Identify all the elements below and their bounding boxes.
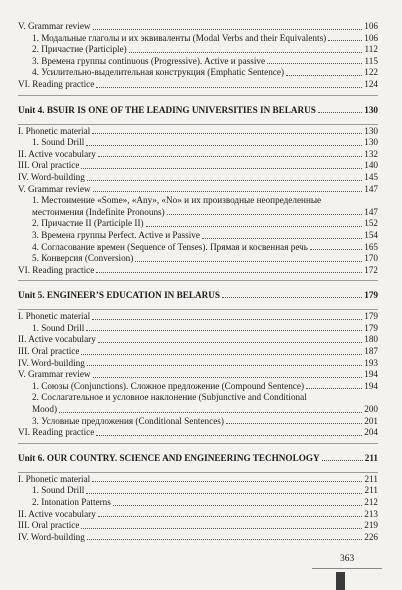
leader-dots: [96, 434, 362, 436]
divider: [18, 95, 378, 96]
toc-entry-text: 5. Конверсия (Conversion): [32, 253, 134, 264]
leader-dots: [226, 422, 362, 424]
unit-6-title: Unit 6. OUR COUNTRY. SCIENCE AND ENGINEERING TECHNOLOGY: [18, 452, 320, 463]
toc-entry-page: 122: [364, 67, 378, 78]
toc-entry-text: V. Grammar review: [18, 21, 91, 31]
toc-entry-page: 193: [364, 357, 378, 368]
toc-entry-page: 219: [364, 520, 378, 531]
leader-dots: [202, 237, 362, 239]
toc-entry: [18, 33, 378, 45]
unit-4-entries: [18, 126, 378, 196]
leader-dots: [86, 329, 362, 331]
toc-entry-text: 1. Sound Drill: [32, 137, 85, 148]
toc-entry-text: 1. Sound Drill: [32, 485, 85, 496]
toc-entry-text: II. Active vocabulary: [18, 508, 96, 519]
toc-entry: [18, 230, 378, 242]
toc-entry: [18, 149, 378, 161]
toc-entry-text: 4. Согласование времен (Sequence of Tenses). Прямая и косвенная речь: [32, 241, 308, 252]
toc-entry-page: 145: [364, 171, 378, 182]
unit-6-heading: [18, 452, 378, 468]
toc-entry-wrapped: [18, 392, 378, 415]
toc-entry-text: II. Active vocabulary: [18, 334, 96, 345]
toc-entry-text: 1. Союзы (Conjunctions). Сложное предложение (Compound Sentence): [32, 380, 305, 391]
toc-entry: [18, 381, 378, 393]
toc-entry: [18, 126, 378, 138]
toc-entry-page: 211: [364, 485, 378, 496]
toc-entry-page: 200: [364, 404, 378, 415]
toc-entry-text: I. Phonetic material: [18, 473, 91, 484]
toc-entry-text: V. Grammar review: [18, 183, 91, 194]
toc-entry: [18, 56, 378, 68]
toc-entry: [18, 334, 378, 346]
page-number: 363: [340, 554, 355, 564]
toc-entry: [18, 242, 378, 254]
toc-entry: [18, 497, 378, 509]
toc-entry: [18, 346, 378, 358]
divider: [18, 280, 378, 281]
toc-entry: [18, 160, 378, 172]
toc-entry-page: 201: [364, 415, 378, 426]
leader-dots: [87, 179, 362, 181]
toc-entry-page: 180: [364, 334, 378, 345]
leader-dots: [96, 271, 362, 273]
toc-entry-page: 152: [364, 218, 378, 229]
toc-entry-page: 226: [364, 531, 378, 542]
toc-entry-page: 147: [364, 183, 378, 194]
leader-dots: [286, 74, 362, 76]
unit-5-page: 179: [364, 290, 378, 301]
toc-entry-page: 132: [364, 148, 378, 159]
leader-dots: [98, 155, 362, 157]
toc-entry-page: 165: [364, 241, 378, 252]
unit-5-title: Unit 5. ENGINEER’S EDUCATION IN BELARUS: [18, 290, 220, 301]
toc-entry-text: местоимения (Indefinite Pronouns): [32, 206, 165, 217]
toc-entry-page: 187: [364, 346, 378, 357]
leader-dots: [310, 248, 362, 250]
toc-entry-page: 106: [364, 21, 378, 31]
toc-entry-text: III. Oral practice: [18, 160, 80, 171]
leader-dots: [96, 86, 362, 88]
leader-dots: [267, 62, 362, 64]
unit-5-entries-cont: [18, 416, 378, 439]
toc-entry-page: 115: [364, 55, 378, 66]
leader-dots: [328, 39, 362, 41]
toc-entry-text: 2. Причастие (Participle): [32, 44, 127, 55]
toc-entry: [18, 253, 378, 265]
unit-4-entries-cont: [18, 218, 378, 276]
leader-dots: [306, 387, 362, 389]
unit-6-page: 211: [364, 452, 378, 463]
toc-entry-text: 1. Sound Drill: [32, 322, 85, 333]
toc-entry-text: 3. Времена группы continuous (Progressive). Active и passive: [32, 55, 266, 66]
toc-entry: [18, 427, 378, 439]
toc-entry-page: 124: [364, 78, 378, 89]
toc-entry: [18, 67, 378, 79]
toc-entry: [18, 172, 378, 184]
leader-dots: [222, 296, 362, 298]
toc-entry: [18, 21, 378, 33]
leader-dots: [98, 341, 362, 343]
toc-entry: [18, 485, 378, 497]
unit-6-entries: [18, 474, 378, 544]
toc-entry-page: 179: [364, 322, 378, 333]
leader-dots: [93, 376, 362, 378]
divider: [18, 472, 378, 473]
leader-dots: [93, 28, 362, 30]
toc-entry-text: 3. Условные предложения (Conditional Sentences): [32, 415, 224, 426]
toc-entry-text: VI. Reading practice: [18, 427, 95, 438]
toc-entry: [18, 44, 378, 56]
toc-entry-page: 211: [364, 473, 378, 484]
toc-entry-page: 130: [364, 137, 378, 148]
toc-entry-text: 1. Местоимение «Some», «Any», «No» и их производные неопределенные: [32, 195, 322, 206]
leader-dots: [81, 167, 362, 169]
toc-entry-text: 3. Времена группы Perfect. Active и Passive: [32, 229, 200, 240]
toc-entry-text: 1. Модальные глаголы и их эквиваленты (Modal Verbs and their Equivalents): [32, 32, 327, 43]
toc-entry-text: II. Active vocabulary: [18, 148, 96, 159]
toc-entry-text: 2. Intonation Patterns: [32, 497, 111, 507]
toc-entry-page: 194: [364, 369, 378, 380]
toc-entry-text: I. Phonetic material: [18, 311, 91, 322]
toc-entry: [18, 184, 378, 196]
leader-dots: [81, 353, 362, 355]
toc-entry-page: 130: [364, 125, 378, 136]
divider: [18, 443, 378, 444]
unit-5-heading: [18, 289, 378, 305]
unit-4-heading: [18, 104, 378, 120]
toc-entry: [18, 311, 378, 323]
toc-entry-page: 112: [364, 44, 378, 55]
toc-entry-text: 2. Причастие II (Participle II): [32, 218, 144, 229]
leader-dots: [81, 527, 362, 529]
toc-entry: [18, 369, 378, 381]
leader-dots: [86, 492, 362, 494]
toc-entry-text: IV. Word-building: [18, 531, 85, 542]
leader-dots: [93, 190, 362, 192]
unit-5-entries: [18, 311, 378, 392]
toc-entry: [18, 416, 378, 428]
page-edge-mark: [336, 572, 345, 590]
leader-dots: [98, 515, 362, 517]
toc-entry-wrapped: [18, 195, 378, 218]
toc-entry: [18, 474, 378, 486]
table-of-contents: [18, 21, 378, 543]
leader-dots: [87, 364, 362, 366]
divider: [18, 124, 378, 125]
leader-dots: [322, 459, 363, 461]
toc-entry: [18, 137, 378, 149]
toc-entry-text: III. Oral practice: [18, 346, 80, 357]
toc-entry-text: VI. Reading practice: [18, 78, 95, 89]
leader-dots: [318, 111, 362, 113]
toc-entry-page: 140: [364, 160, 378, 171]
toc-section-unit3-tail: [18, 21, 378, 91]
toc-entry-text: 4. Усилительно-выделительная конструкция (Emphatic Sentence): [32, 67, 285, 78]
leader-dots: [92, 480, 362, 482]
unit-4-title: Unit 4. BSUIR IS ONE OF THE LEADING UNIVERSITIES IN BELARUS: [18, 104, 316, 115]
toc-entry-page: 179: [364, 311, 378, 322]
toc-entry-text: I. Phonetic material: [18, 125, 91, 136]
toc-entry-text: 2. Сослагательное и условное наклонение (Subjunctive and Conditional: [32, 392, 307, 403]
toc-entry-page: 106: [364, 32, 378, 43]
toc-entry-page: 147: [364, 206, 378, 217]
leader-dots: [135, 260, 362, 262]
leader-dots: [59, 411, 362, 413]
toc-entry-text: Mood): [32, 404, 58, 415]
toc-entry: [18, 265, 378, 277]
leader-dots: [92, 132, 362, 134]
toc-entry-text: IV. Word-building: [18, 357, 85, 368]
footer-rule: [312, 568, 382, 569]
toc-entry-page: 172: [364, 264, 378, 275]
toc-entry-text: VI. Reading practice: [18, 264, 95, 275]
toc-entry-text: III. Oral practice: [18, 520, 80, 531]
leader-dots: [146, 225, 362, 227]
toc-entry-page: 204: [364, 427, 378, 438]
leader-dots: [92, 318, 362, 320]
toc-entry-page: 212: [364, 497, 378, 507]
leader-dots: [129, 51, 362, 53]
toc-entry-page: 194: [364, 380, 378, 391]
toc-entry: [18, 358, 378, 370]
toc-entry: [18, 520, 378, 532]
leader-dots: [113, 504, 362, 506]
leader-dots: [87, 538, 362, 540]
toc-entry-text: IV. Word-building: [18, 171, 85, 182]
toc-entry-text: V. Grammar review: [18, 369, 91, 380]
toc-entry: [18, 323, 378, 335]
unit-4-page: 130: [364, 104, 378, 115]
leader-dots: [167, 213, 362, 215]
toc-entry-page: 154: [364, 229, 378, 240]
toc-entry: [18, 509, 378, 521]
toc-entry: [18, 532, 378, 544]
toc-entry: [18, 218, 378, 230]
leader-dots: [86, 144, 362, 146]
toc-entry-page: 170: [364, 253, 378, 264]
divider: [18, 309, 378, 310]
toc-entry: [18, 79, 378, 91]
toc-entry-page: 213: [364, 508, 378, 519]
